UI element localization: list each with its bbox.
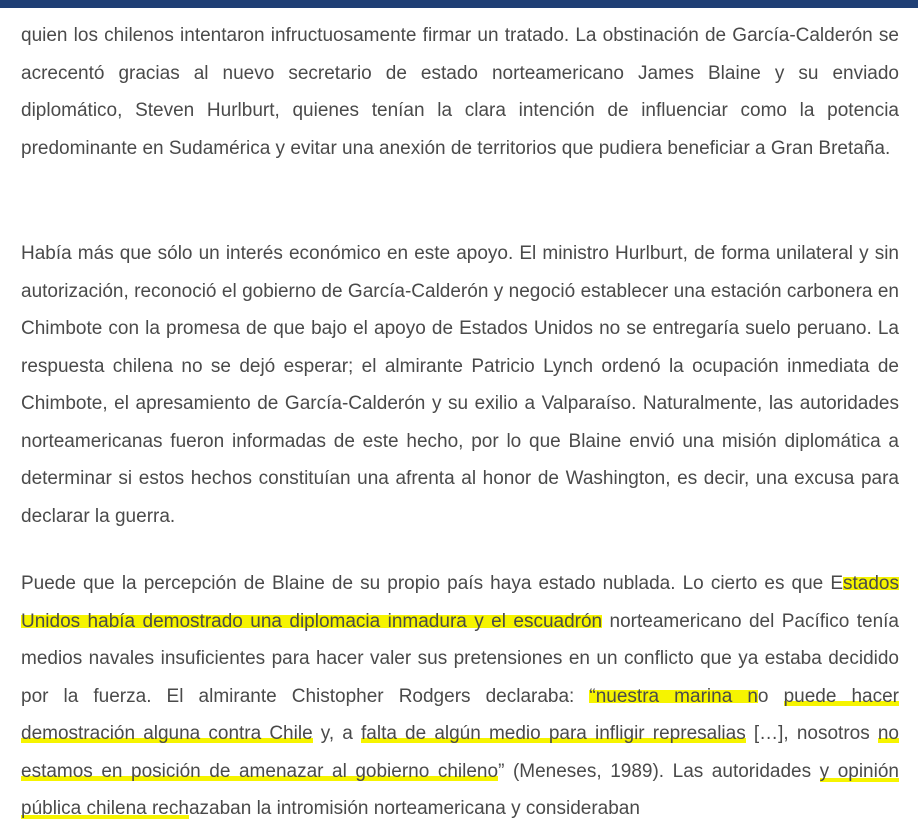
paragraph-3-text: azaban la intromisión norteamericana y consideraban	[188, 798, 640, 819]
paragraph-3-text: y, a	[312, 723, 361, 744]
paragraph-1: quien los chilenos intentaron infructuosamente firmar un tratado. La obstinación de García-Calderón se acrecentó gracias al nuevo secretario de estado norteamericano James Blaine y su enviado diplomático, Steven Hurlburt, quienes tenían la clara intención de influenciar como la potencia predominante en Sudamérica y evitar una anexión de territorios que pudiera beneficiar a Gran Bretaña.	[21, 25, 899, 159]
paragraph-3-text: norteamericano del Pacífico tenía medios navales insuficientes para hacer valer sus pretensiones en un conflicto que ya estaba decidido por la fuerza. El almirante Chistopher Rodgers declaraba:	[21, 610, 899, 707]
highlighted-text: stados Unidos había demostrado una diplomacia inmadura y el escuadrón	[21, 573, 899, 632]
highlighted-text: “nuestra marina n	[589, 685, 758, 707]
paragraph-2: Había más que sólo un interés económico en este apoyo. El ministro Hurlburt, de forma unilateral y sin autorización, reconoció el gobierno de García-Calderón y negoció establecer una estación carbonera en Chimbote con la promesa de que bajo el apoyo de Estados Unidos no se entregaría suelo peruano. La respuesta chilena no se dejó esperar; el almirante Patricio Lynch ordenó la ocupación inmediata de Chimbote, el apresamiento de García-Calderón y su exilio a Valparaíso. Naturalmente, las autoridades norteamericanas fueron informadas de este hecho, por lo que Blaine envió una misión diplomática a determinar si estos hechos constituían una afrenta al honor de Washington, es decir, una excusa para declarar la guerra.	[21, 243, 899, 527]
paragraph-3-text: Puede que la percepción de Blaine de su propio país haya estado nublada. Lo cierto es que E	[21, 573, 844, 594]
underline-highlight: no estamos en posición de amenazar al gobierno chileno	[21, 723, 899, 782]
top-navigation-bar	[0, 0, 918, 8]
underline-highlight: y opinión pública chilena rech	[21, 760, 899, 819]
paragraph-3-text: […], nosotros	[745, 723, 878, 744]
underline-highlight: puede hacer demostración alguna contra Chile	[21, 685, 899, 744]
underline-highlight: falta de algún medio para infligir represalias	[361, 723, 746, 744]
paragraph-3	[21, 565, 899, 828]
paragraph-3-text: ” (Meneses, 1989). Las autoridades	[498, 760, 820, 782]
paragraph-3-text: o	[757, 685, 784, 707]
